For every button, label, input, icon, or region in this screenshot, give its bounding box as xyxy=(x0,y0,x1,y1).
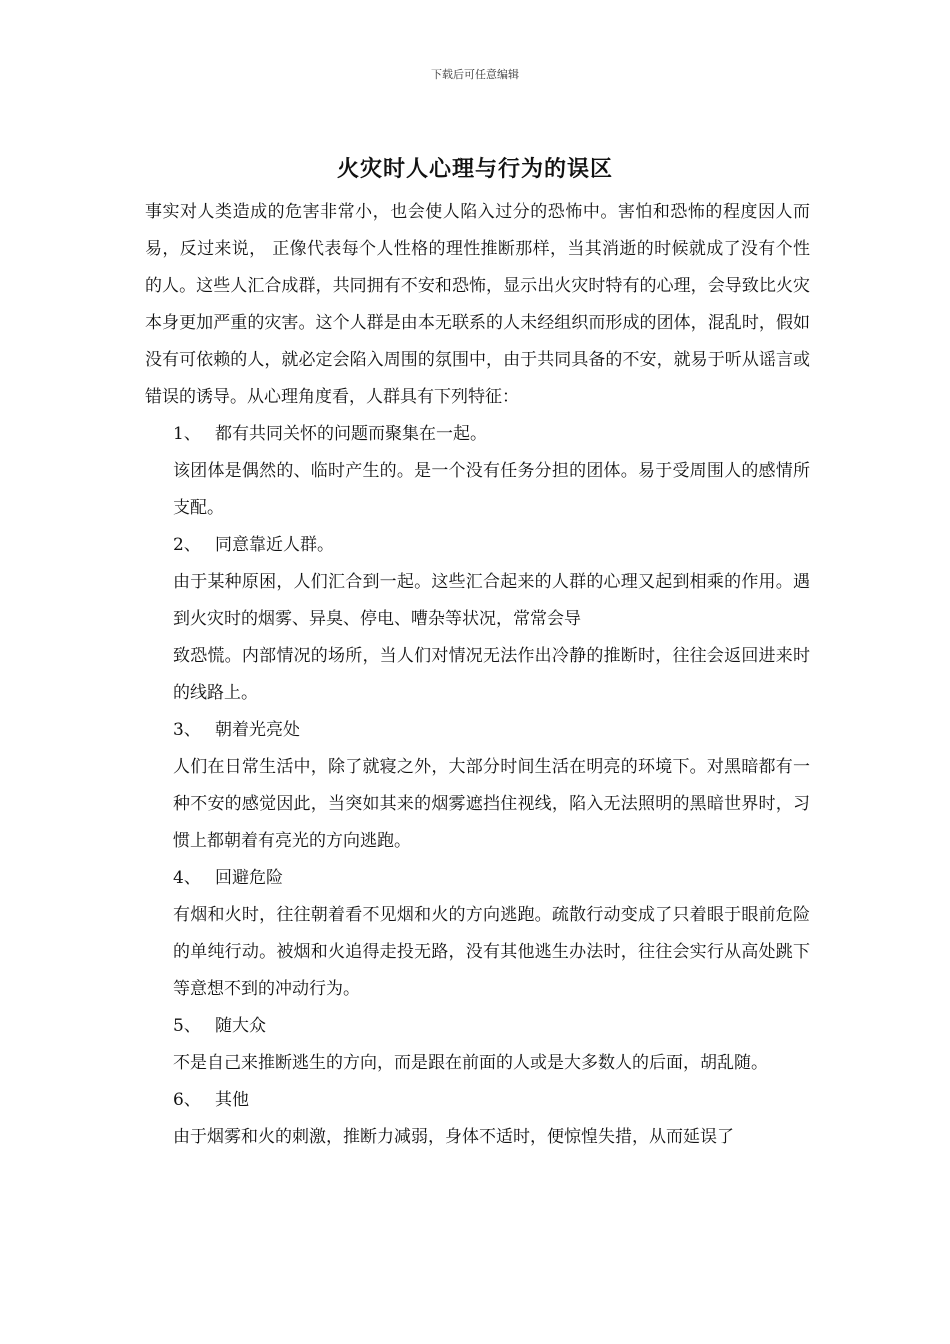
item-paragraph: 该团体是偶然的、临时产生的。是一个没有任务分担的团体。易于受周围人的感情所支配。 xyxy=(173,461,810,518)
item-heading-text: 都有共同关怀的问题而聚集在一起。 xyxy=(215,424,487,444)
item-number: 1、 xyxy=(173,424,201,444)
item-number: 4、 xyxy=(173,868,201,888)
item-heading xyxy=(145,527,810,564)
item-paragraph: 有烟和火时，往往朝着看不见烟和火的方向逃跑。疏散行动变成了只着眼于眼前危险的单纯行动。被烟和火追得走投无路，没有其他逃生办法时，往往会实行从高处跳下等意想不到的冲动行为。 xyxy=(173,905,810,999)
item-heading xyxy=(145,1082,810,1119)
document-title: 火灾时人心理与行为的误区 xyxy=(336,156,613,182)
item-heading-text: 其他 xyxy=(215,1090,249,1110)
item-number: 3、 xyxy=(173,720,201,740)
item-paragraph: 由于烟雾和火的刺激，推断力减弱，身体不适时，便惊惶失措，从而延误了 xyxy=(173,1127,734,1147)
item-heading-text: 随大众 xyxy=(215,1016,266,1036)
item-heading xyxy=(145,416,810,453)
header-note: 下载后可任意编辑 xyxy=(431,68,519,81)
item-heading-text: 朝着光亮处 xyxy=(215,720,300,740)
document-body xyxy=(145,194,810,1156)
item-number: 6、 xyxy=(173,1090,201,1110)
item-paragraph: 人们在日常生活中，除了就寝之外，大部分时间生活在明亮的环境下。对黑暗都有一种不安的感觉因此，当突如其来的烟雾遮挡住视线，陷入无法照明的黑暗世界时，习惯上都朝着有亮光的方向逃跑。 xyxy=(173,757,810,851)
item-heading-text: 同意靠近人群。 xyxy=(215,535,334,555)
item-paragraph: 由于某种原困，人们汇合到一起。这些汇合起来的人群的心理又起到相乘的作用。遇到火灾时的烟雾、异臭、停电、嘈杂等状况，常常会导 xyxy=(173,572,810,629)
item-paragraph: 不是自己来推断逃生的方向，而是跟在前面的人或是大多数人的后面，胡乱随。 xyxy=(173,1053,768,1073)
item-heading-text: 回避危险 xyxy=(215,868,283,888)
intro-paragraph: 事实对人类造成的危害非常小，也会使人陷入过分的恐怖中。害怕和恐怖的程度因人而易，反过来说， 正像代表每个人性格的理性推断那样，当其消逝的时候就成了没有个性的人。这些人汇合成群，共同拥有不安和恐怖，显示出火灾时特有的心理，会导致比火灾本身更加严重的灾害。这个人群是由本无联系的人未经组织而形成的团体，混乱时，假如没有可依赖的人，就必定会陷入周围的氛围中，由于共同具备的不安，就易于听从谣言或错误的诱导。从心理角度看，人群具有下列特征： xyxy=(145,202,810,407)
item-heading xyxy=(145,1008,810,1045)
item-paragraph: 致恐慌。内部情况的场所，当人们对情况无法作出冷静的推断时，往往会返回进来时的线路上。 xyxy=(173,646,810,703)
item-heading xyxy=(145,712,810,749)
item-heading xyxy=(145,860,810,897)
item-number: 2、 xyxy=(173,535,201,555)
item-number: 5、 xyxy=(173,1016,201,1036)
